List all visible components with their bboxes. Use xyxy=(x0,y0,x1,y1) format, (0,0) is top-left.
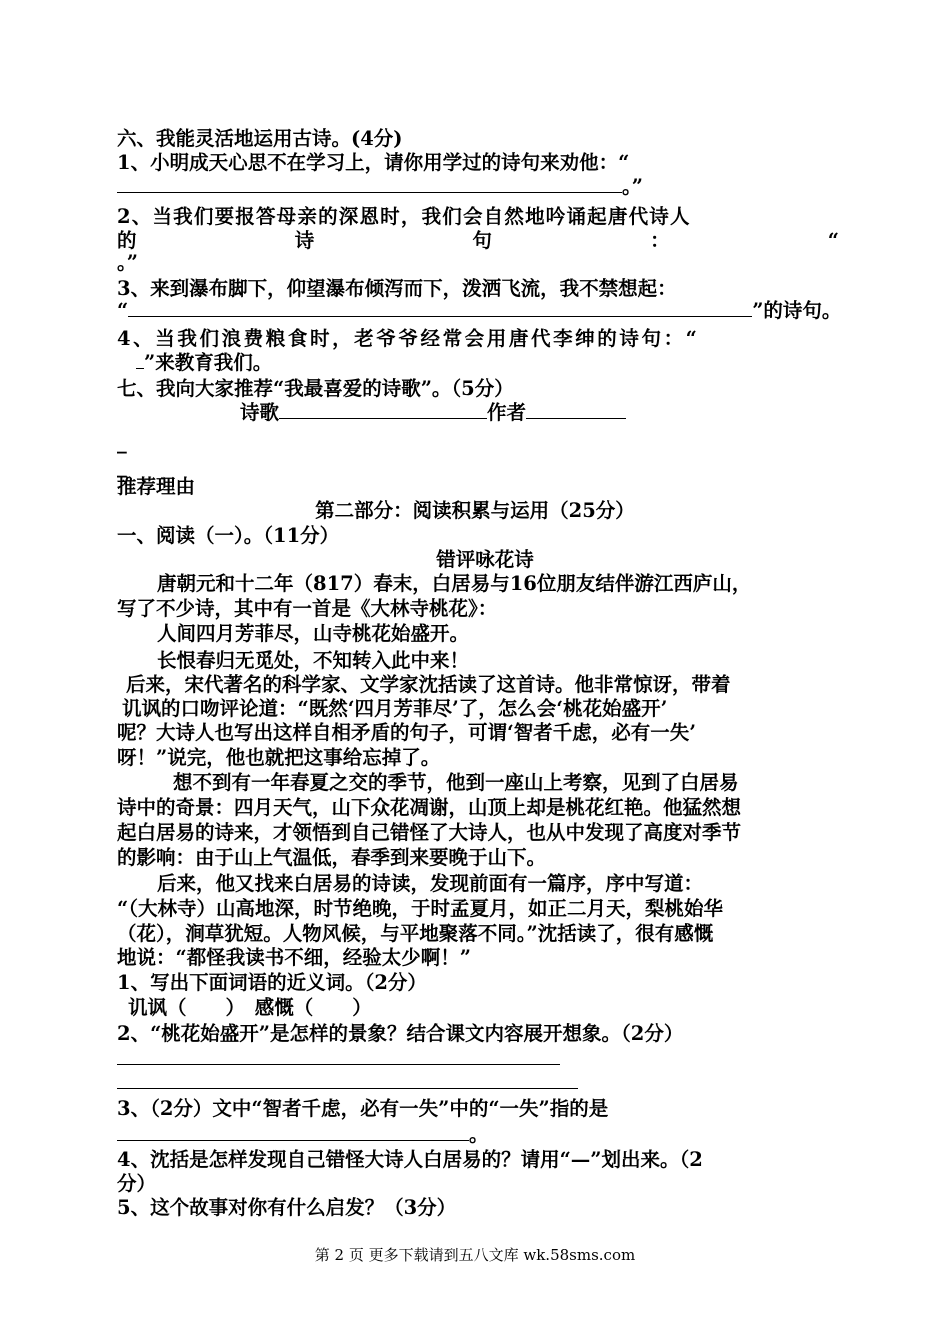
paragraph: 想不到有一年春夏之交的季节，他到一座山上考察，见到了白居易 xyxy=(173,771,739,794)
article-title: 错评咏花诗 xyxy=(436,548,534,571)
question-1-words: 讥讽（ ） 感慨（ ） xyxy=(128,996,372,1019)
paragraph: 呀！”说完，他也就把这事给忘掉了。 xyxy=(117,746,441,769)
question-6-3: 3、来到瀑布脚下，仰望瀑布倾泻而下，泼洒飞流，我不禁想起： xyxy=(117,277,677,300)
question-6-2: 2、当我们要报答母亲的深恩时，我们会自然地吟诵起唐代诗人 xyxy=(117,205,691,228)
paragraph: 后来，他又找来白居易的诗读，发现前面有一篇序，序中写道： xyxy=(157,872,704,895)
poem-line: 长恨春归无觅处，不知转入此中来！ xyxy=(157,649,470,672)
section-6-title: 六、我能灵活地运用古诗。(4分) xyxy=(117,127,403,150)
paragraph: （花），涧草犹短。人物风候，与平地聚落不同。”沈括读了，很有感慨 xyxy=(117,922,714,945)
paragraph: 诗中的奇景：四月天气，山下众花凋谢，山顶上却是桃花红艳。他猛然想 xyxy=(117,796,742,819)
answer-line[interactable] xyxy=(117,1088,578,1089)
question-6-4: 4、当我们浪费粮食时，老爷爷经常会用唐代李绅的诗句：“ xyxy=(117,327,700,350)
question-4-cont: 分） xyxy=(117,1172,157,1195)
recommend-reason: 推荐理由 xyxy=(117,475,196,498)
page-footer: 第 2 页 更多下载请到五八文库 wk.58sms.com xyxy=(314,1246,636,1264)
question-1: 1、写出下面词语的近义词。（2分） xyxy=(117,971,427,994)
paragraph: 地说：“都怪我读书不细，经验太少啊！” xyxy=(117,946,471,969)
answer-line[interactable] xyxy=(117,1064,560,1065)
reading-1-title: 一、阅读（一）。（11分） xyxy=(117,524,340,547)
question-6-4-answer: ”来教育我们。 xyxy=(136,351,272,375)
paragraph: 呢？大诗人也写出这样自相矛盾的句子，可谓‘智者千虑，必有一失’ xyxy=(117,721,697,744)
question-6-3-answer: “ ”的诗句。 xyxy=(117,299,842,322)
section-7-title: 七、我向大家推荐“我最喜爱的诗歌”。（5分） xyxy=(117,377,514,400)
paragraph: 讥讽的口吻评论道：“既然‘四月芳菲尽’了，怎么会‘桃花始盛开’ xyxy=(122,697,668,720)
paragraph: 唐朝元和十二年（817）春末，白居易与16位朋友结伴游江西庐山， xyxy=(157,572,752,595)
author-blank[interactable] xyxy=(526,401,626,419)
poem-line: 人间四月芳菲尽，山寺桃花始盛开。 xyxy=(157,622,470,645)
recommend-fields: 诗歌 作者 xyxy=(240,401,626,425)
paragraph: “（大林寺）山高地深，时节绝晚，于时孟夏月，如正二月天，梨桃始华 xyxy=(117,897,723,920)
paragraph: 后来，宋代著名的科学家、文学家沈括读了这首诗。他非常惊讶，带着 xyxy=(126,673,731,696)
question-6-2-end: 。” xyxy=(117,251,138,274)
question-3: 3、（2分）文中“智者千虑，必有一失”中的“一失”指的是 xyxy=(117,1097,609,1120)
answer-blank[interactable] xyxy=(136,351,144,369)
question-5: 5、这个故事对你有什么启发？（3分） xyxy=(117,1196,457,1219)
answer-blank[interactable] xyxy=(128,299,752,317)
answer-blank[interactable] xyxy=(117,175,622,193)
question-4: 4、沈括是怎样发现自己错怪大诗人白居易的？请用“—”划出来。（2 xyxy=(117,1148,703,1171)
question-6-2-cont: 的 诗 句 ： “ xyxy=(117,229,839,252)
paragraph: 的影响：由于山上气温低，春季到来要晚于山下。 xyxy=(117,846,547,869)
part-2-title: 第二部分：阅读积累与运用（25分） xyxy=(315,499,635,522)
paragraph: 起白居易的诗来，才领悟到自己错怪了大诗人，也从中发现了高度对季节 xyxy=(117,821,742,844)
dash-line: _ xyxy=(117,455,127,478)
question-3-answer: 。 xyxy=(117,1123,489,1147)
answer-blank[interactable] xyxy=(117,1123,469,1141)
dash-line: _ xyxy=(117,431,127,454)
question-2: 2、“桃花始盛开”是怎样的景象？结合课文内容展开想象。（2分） xyxy=(117,1022,684,1045)
paragraph: 写了不少诗，其中有一首是《大林寺桃花》： xyxy=(117,597,498,620)
poem-blank[interactable] xyxy=(279,401,487,419)
question-6-1: 1、小明成天心思不在学习上，请你用学过的诗句来劝他：“ xyxy=(117,151,630,174)
question-6-1-answer: 。” xyxy=(117,175,643,199)
